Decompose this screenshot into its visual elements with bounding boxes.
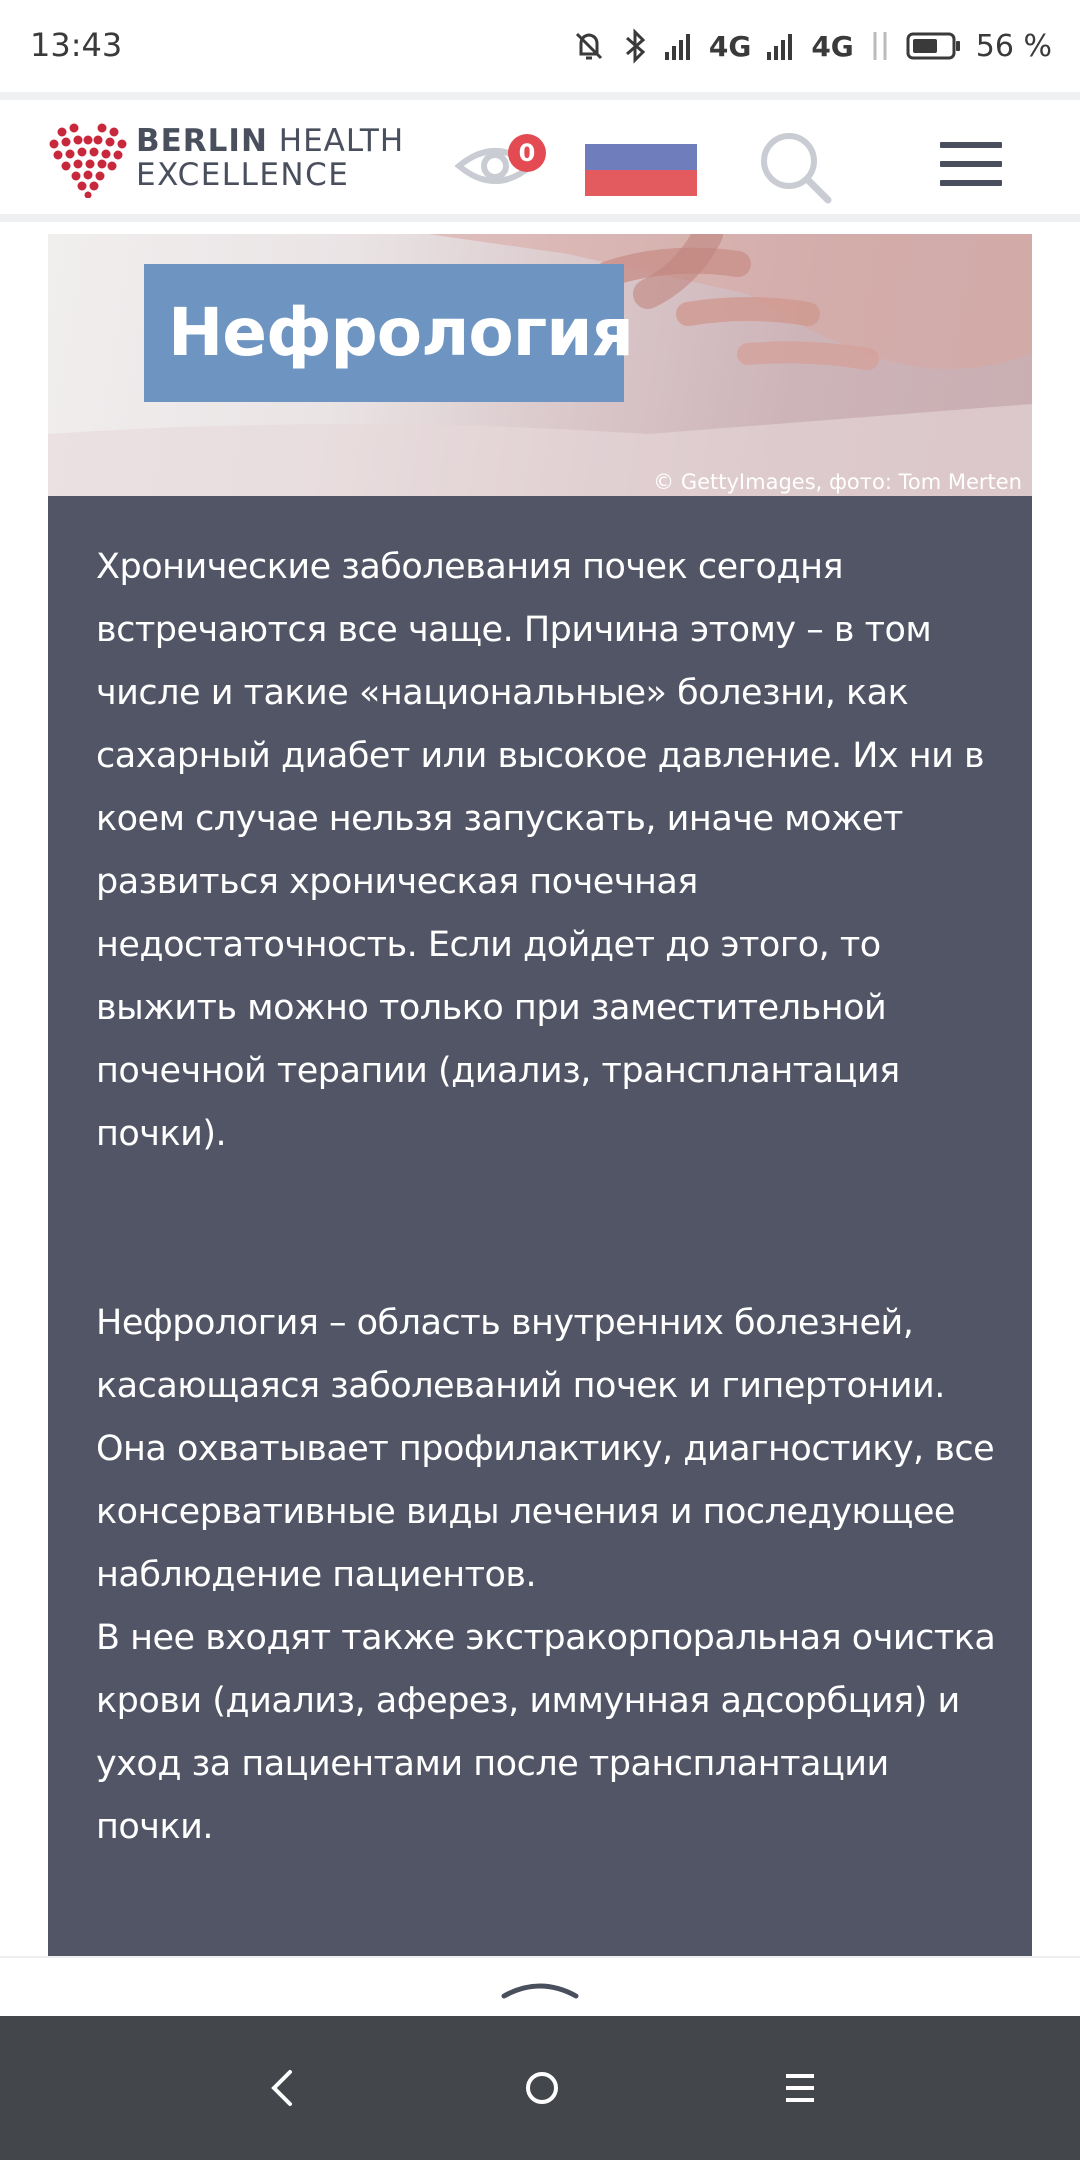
expand-bar[interactable] — [0, 1956, 1080, 2016]
data-transfer-icon — [868, 28, 892, 64]
menu-line — [940, 161, 1002, 167]
logo-text — [136, 124, 404, 192]
system-navigation-bar — [0, 2016, 1080, 2160]
site-header — [0, 92, 1080, 222]
battery-icon — [906, 31, 962, 61]
hero-image — [48, 234, 1032, 496]
signal-icon-2 — [765, 30, 797, 62]
hamburger-menu-button[interactable] — [940, 142, 1002, 190]
muted-bell-icon — [569, 26, 609, 66]
accessibility-eye-button[interactable] — [455, 130, 565, 200]
site-logo[interactable] — [48, 120, 418, 200]
definition-text-b: В нее входят также экстракорпоральная очистка крови (диализ, аферез, иммунная адсорбция) и уход за пациентами после трансплантации почки. — [96, 1618, 996, 1847]
bluetooth-icon — [623, 26, 649, 66]
search-button[interactable] — [756, 128, 836, 208]
definition-paragraph — [96, 1292, 1016, 1859]
home-icon[interactable] — [522, 2066, 562, 2110]
page-title: Нефрология — [168, 294, 633, 371]
logo-health: HEALTH — [267, 123, 405, 159]
status-time: 13:43 — [30, 26, 123, 64]
flag-bottom-stripe — [585, 170, 697, 196]
logo-line1 — [136, 124, 404, 158]
signal-icon — [663, 30, 695, 62]
chevron-up-icon[interactable] — [500, 1976, 580, 2000]
battery-percent: 56 % — [975, 28, 1052, 64]
recent-apps-icon[interactable] — [780, 2066, 820, 2110]
menu-line — [940, 142, 1002, 148]
logo-berlin: BERLIN — [136, 123, 268, 159]
network-type-2: 4G — [811, 29, 854, 63]
content-panel — [48, 496, 1032, 1956]
status-icons — [569, 24, 1052, 68]
eye-icon — [455, 130, 565, 200]
page-title-box — [144, 264, 633, 402]
network-type-1: 4G — [708, 29, 752, 63]
flag-top-stripe — [585, 144, 697, 170]
intro-paragraph: Хронические заболевания почек сегодня встречаются все чаще. Причина этому – в том числе и такие «национальные» болезни, как сахарный диабет или высокое давление. Их ни в коем случае нельзя запускать, иначе может развиться хроническая почечная недостаточность. Если дойдет до этого, то выжить можно только при заместительной почечной терапии (диализ, трансплантация почки). — [96, 547, 985, 1154]
definition-text-a: Нефрология – область внутренних болезней, касающаяся заболеваний почек и гипертонии. Она охватывает профилактику, диагностику, все консервативные виды лечения и последующее наблюдение пациентов. — [96, 1303, 995, 1595]
image-credit: © GettyImages, фото: Tom Merten — [653, 470, 1022, 494]
back-icon[interactable] — [262, 2066, 302, 2110]
eye-count-badge: 0 — [508, 134, 546, 172]
status-bar — [0, 0, 1080, 92]
heart-logo-icon — [48, 122, 130, 198]
search-icon — [756, 128, 836, 208]
language-flag-button[interactable] — [585, 144, 697, 196]
menu-line — [940, 180, 1002, 186]
logo-line2: EXCELLENCE — [136, 157, 350, 193]
